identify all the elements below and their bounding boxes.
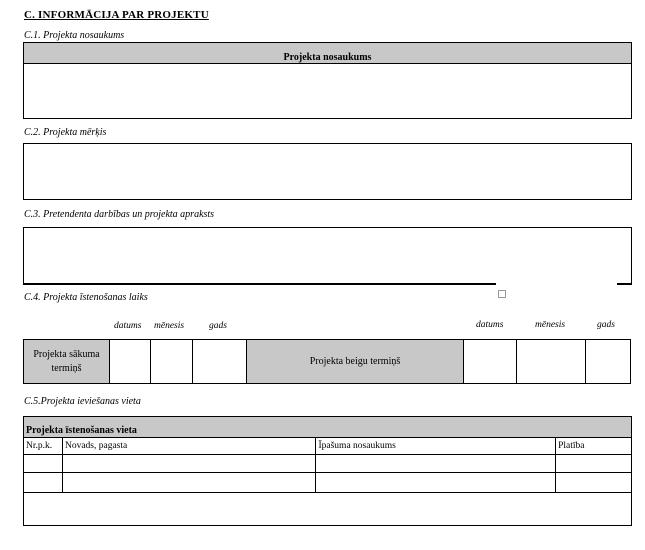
start-month-label: mēnesis xyxy=(154,321,185,331)
section-title: C. INFORMĀCIJA PAR PROJEKTU xyxy=(24,9,209,21)
c1-label: C.1. Projekta nosaukums xyxy=(24,30,125,41)
small-checkbox[interactable] xyxy=(498,290,506,298)
row2-nr-cell[interactable] xyxy=(24,473,63,493)
description-bottom-border-right xyxy=(617,283,632,285)
project-location-table xyxy=(23,416,632,526)
project-dates-table xyxy=(23,339,631,384)
c2-label: C.2. Projekta mērķis xyxy=(24,127,107,138)
end-term-label: Projekta beigu termiņš xyxy=(247,340,464,384)
end-month-label: mēnesis xyxy=(535,320,566,330)
location-table-title: Projekta īstenošanas vieta xyxy=(24,417,632,438)
row1-nr-cell[interactable] xyxy=(24,455,63,473)
end-month-cell[interactable] xyxy=(517,340,586,384)
project-goal-field[interactable] xyxy=(23,143,632,200)
col-novads: Novads, pagasta xyxy=(62,438,316,455)
project-name-header: Projekta nosaukums xyxy=(24,43,631,64)
col-nr: Nr.p.k. xyxy=(24,438,63,455)
row2-novads-cell[interactable] xyxy=(62,473,316,493)
start-term-label: Projekta sākuma termiņš xyxy=(24,340,110,384)
row1-novads-cell[interactable] xyxy=(62,455,316,473)
c5-label: C.5.Projekta ieviešanas vieta xyxy=(24,396,141,407)
col-ipasums: Īpašuma nosaukums xyxy=(316,438,556,455)
row1-ipasums-cell[interactable] xyxy=(316,455,556,473)
end-year-cell[interactable] xyxy=(586,340,631,384)
row2-platiba-cell[interactable] xyxy=(556,473,632,493)
start-month-cell[interactable] xyxy=(151,340,193,384)
location-notes-field[interactable] xyxy=(24,493,632,526)
applicant-description-field[interactable] xyxy=(23,227,632,284)
end-day-cell[interactable] xyxy=(464,340,517,384)
c3-label: C.3. Pretendenta darbības un projekta apraksts xyxy=(24,209,215,220)
row1-platiba-cell[interactable] xyxy=(556,455,632,473)
start-year-cell[interactable] xyxy=(193,340,247,384)
row2-ipasums-cell[interactable] xyxy=(316,473,556,493)
end-day-label: datums xyxy=(476,320,504,330)
start-day-cell[interactable] xyxy=(110,340,151,384)
end-year-label: gads xyxy=(597,320,615,330)
description-bottom-border-left xyxy=(23,283,496,285)
start-day-label: datums xyxy=(114,321,142,331)
c4-label: C.4. Projekta īstenošanas laiks xyxy=(24,292,148,303)
start-year-label: gads xyxy=(209,321,227,331)
col-platiba: Platība xyxy=(556,438,632,455)
project-name-field[interactable] xyxy=(24,64,631,119)
project-name-box xyxy=(23,42,632,119)
